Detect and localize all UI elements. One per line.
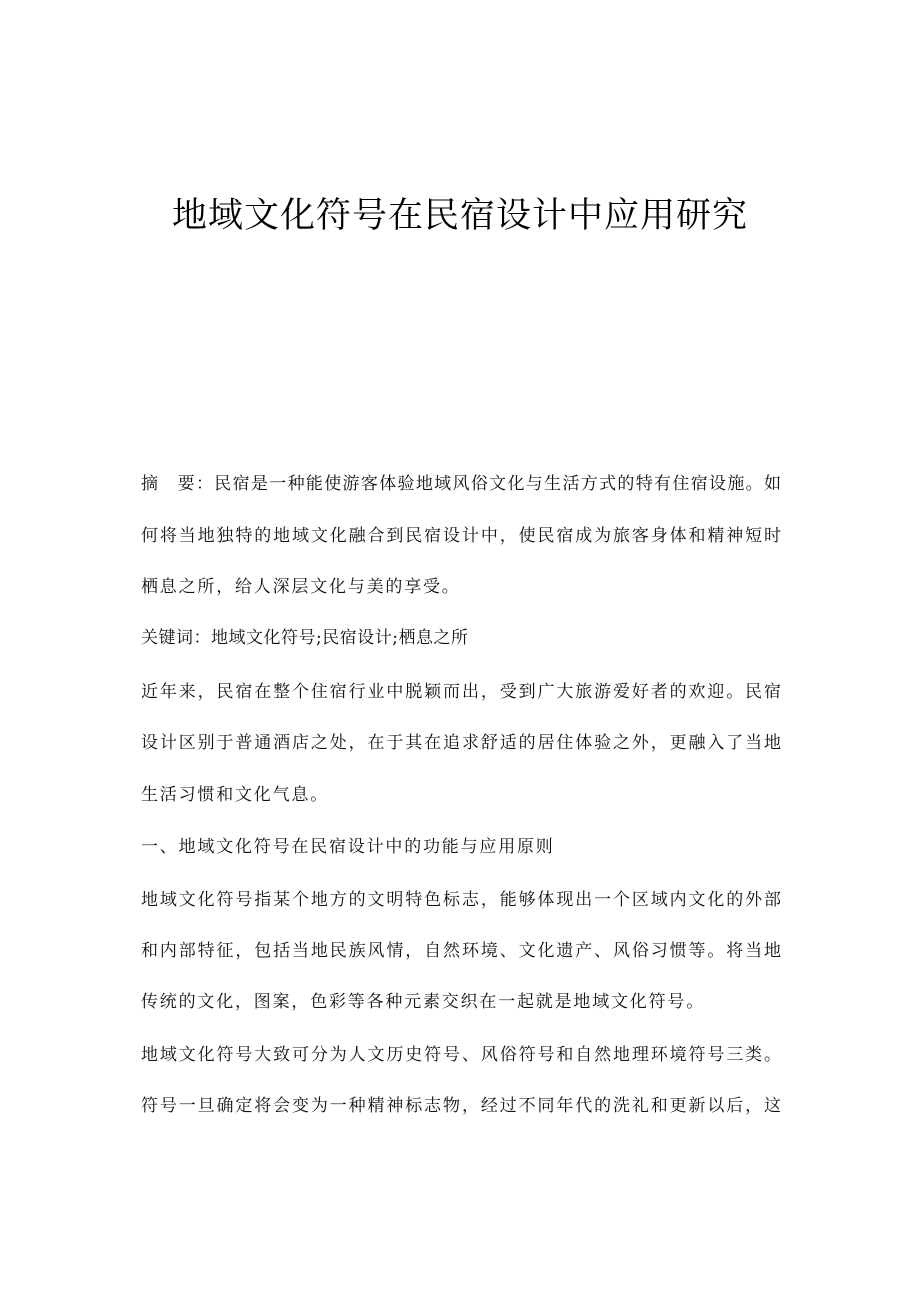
text-line: 和内部特征，包括当地民族风情，自然环境、文化遗产、风俗习惯等。将当地 (141, 941, 781, 961)
text-line: 地域文化符号大致可分为人文历史符号、风俗符号和自然地理环境符号三类。 (141, 1045, 781, 1065)
document-title: 地域文化符号在民宿设计中应用研究 (171, 196, 748, 236)
text-line: 栖息之所，给人深层文化与美的享受。 (141, 577, 461, 597)
text-line: 何将当地独特的地域文化融合到民宿设计中，使民宿成为旅客身体和精神短时 (141, 526, 781, 546)
text-line: 设计区别于普通酒店之处，在于其在追求舒适的居住体验之外，更融入了当地 (141, 733, 781, 753)
text-line: 传统的文化，图案，色彩等各种元素交织在一起就是地域文化符号。 (141, 992, 705, 1012)
text-line: 符号一旦确定将会变为一种精神标志物，经过不同年代的洗礼和更新以后，这 (141, 1096, 781, 1116)
text-line: 近年来，民宿在整个住宿行业中脱颖而出，受到广大旅游爱好者的欢迎。民宿 (141, 682, 781, 702)
text-line: 生活习惯和文化气息。 (141, 785, 329, 805)
text-line: 一、地域文化符号在民宿设计中的功能与应用原则 (141, 837, 555, 857)
text-line: 摘 要：民宿是一种能使游客体验地域风俗文化与生活方式的特有住宿设施。如 (141, 474, 781, 494)
text-line: 地域文化符号指某个地方的文明特色标志，能够体现出一个区域内文化的外部 (141, 890, 781, 910)
text-line: 关键词：地域文化符号;民宿设计;栖息之所 (141, 628, 469, 648)
